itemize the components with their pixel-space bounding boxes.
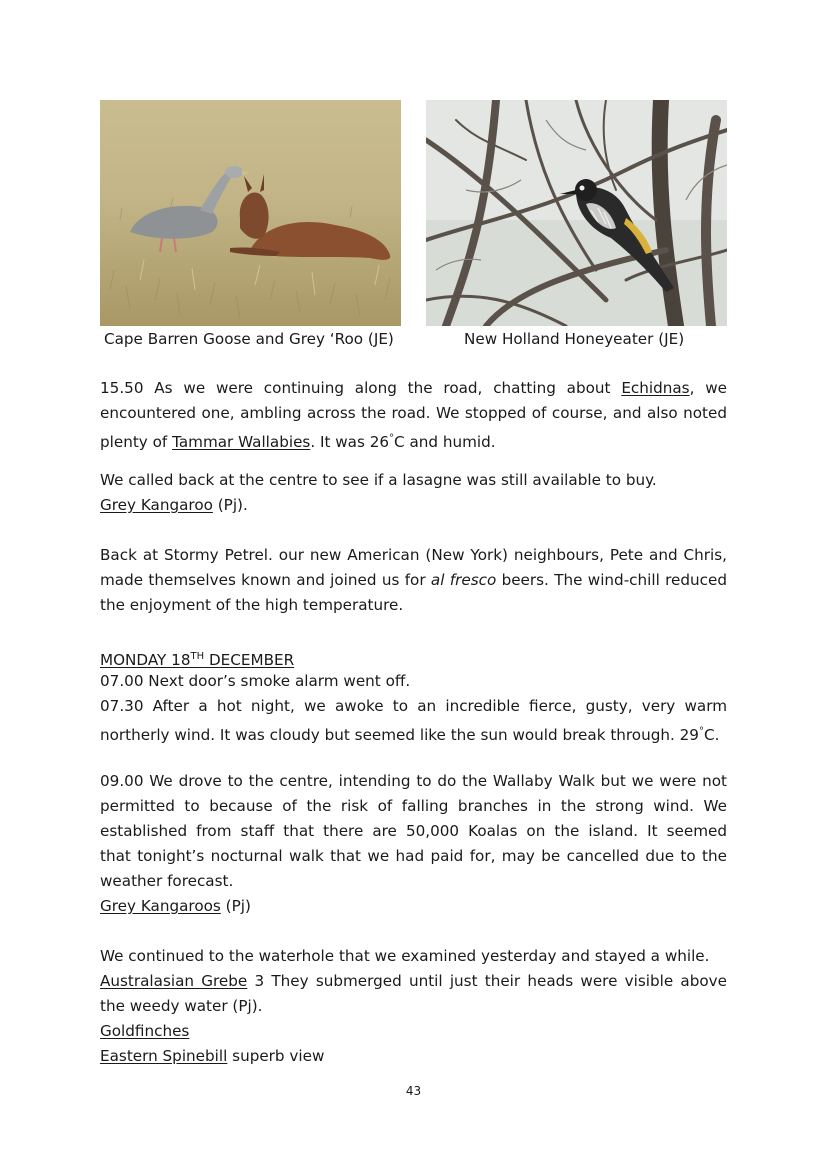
text-line: 07.30 After a hot night, we awoke to an incredible fierce, gusty, very warm — [100, 697, 727, 715]
text-line: established from staff that there are 50,000 Koalas on the island. It seemed — [100, 822, 727, 840]
text-line: the weedy water (Pj). — [100, 997, 263, 1015]
degree-symbol: ° — [389, 433, 395, 444]
text-span: MONDAY 18 — [100, 651, 191, 669]
paragraph-wallaby-walk — [100, 769, 727, 919]
monday-section — [100, 644, 727, 744]
paragraph-neighbours — [100, 543, 727, 618]
ordinal-suffix: TH — [190, 651, 205, 662]
species-name: Echidnas — [621, 379, 690, 397]
text-line — [100, 426, 727, 451]
text-line — [100, 568, 727, 593]
species-name: Eastern Spinebill — [100, 1047, 228, 1065]
degree-symbol: ° — [698, 726, 704, 737]
page-number: 43 — [405, 1084, 422, 1098]
text-span: beers. The wind-chill reduced — [496, 571, 727, 589]
text-span: , we — [689, 379, 727, 397]
species-name: Tammar Wallabies — [172, 433, 311, 451]
text-line — [100, 894, 727, 919]
text-line: Back at Stormy Petrel. our new American (New York) neighbours, Pete and Chris, — [100, 546, 727, 564]
text-span: superb view — [227, 1047, 325, 1065]
date-heading — [100, 644, 727, 669]
species-name: Grey Kangaroos — [100, 897, 221, 915]
text-span: (Pj) — [220, 897, 251, 915]
text-span: (Pj). — [212, 496, 248, 514]
paragraph-echidnas — [100, 376, 727, 451]
text-line: 09.00 We drove to the centre, intending to do the Wallaby Walk but we were not — [100, 772, 727, 790]
text-span: plenty of — [100, 433, 173, 451]
honeyeater-photo — [426, 100, 727, 326]
photo-caption-left: Cape Barren Goose and Grey ‘Roo (JE) — [104, 330, 394, 348]
text-line: that tonight’s nocturnal walk that we had paid for, may be cancelled due to the — [100, 847, 727, 865]
text-span: DECEMBER — [204, 651, 295, 669]
text-span: . It was 26 — [310, 433, 390, 451]
paragraph-waterhole — [100, 944, 727, 1069]
goose-kangaroo-photo — [100, 100, 401, 326]
text-line: the enjoyment of the high temperature. — [100, 596, 404, 614]
text-span: C and humid. — [394, 433, 496, 451]
italic-phrase: al fresco — [430, 571, 497, 589]
text-span: 3 They submerged until just their heads were visible above — [247, 972, 727, 990]
text-line — [100, 376, 727, 401]
text-line — [100, 493, 727, 518]
text-line — [100, 969, 727, 994]
text-line: permitted to because of the risk of falling branches in the strong wind. We — [100, 797, 727, 815]
text-line: weather forecast. — [100, 872, 234, 890]
text-line — [100, 1019, 727, 1044]
text-line: We called back at the centre to see if a lasagne was still available to buy. — [100, 471, 657, 489]
text-line: We continued to the waterhole that we examined yesterday and stayed a while. — [100, 947, 710, 965]
text-line — [100, 1044, 727, 1069]
text-span: made themselves known and joined us for — [100, 571, 431, 589]
text-span: 15.50 As we were continuing along the road, chatting about — [100, 379, 622, 397]
photo-caption-right: New Holland Honeyeater (JE) — [464, 330, 685, 348]
text-span: northerly wind. It was cloudy but seemed like the sun would break through. 29 — [100, 726, 699, 744]
species-name: Goldfinches — [100, 1022, 190, 1040]
text-line — [100, 719, 727, 744]
species-name: Australasian Grebe — [100, 972, 248, 990]
text-line: encountered one, ambling across the road. We stopped of course, and also noted — [100, 404, 727, 422]
date-heading-text — [100, 651, 294, 669]
text-span: C. — [703, 726, 720, 744]
species-name: Grey Kangaroo — [100, 496, 213, 514]
paragraph-lasagne — [100, 468, 727, 518]
text-line: 07.00 Next door’s smoke alarm went off. — [100, 672, 411, 690]
